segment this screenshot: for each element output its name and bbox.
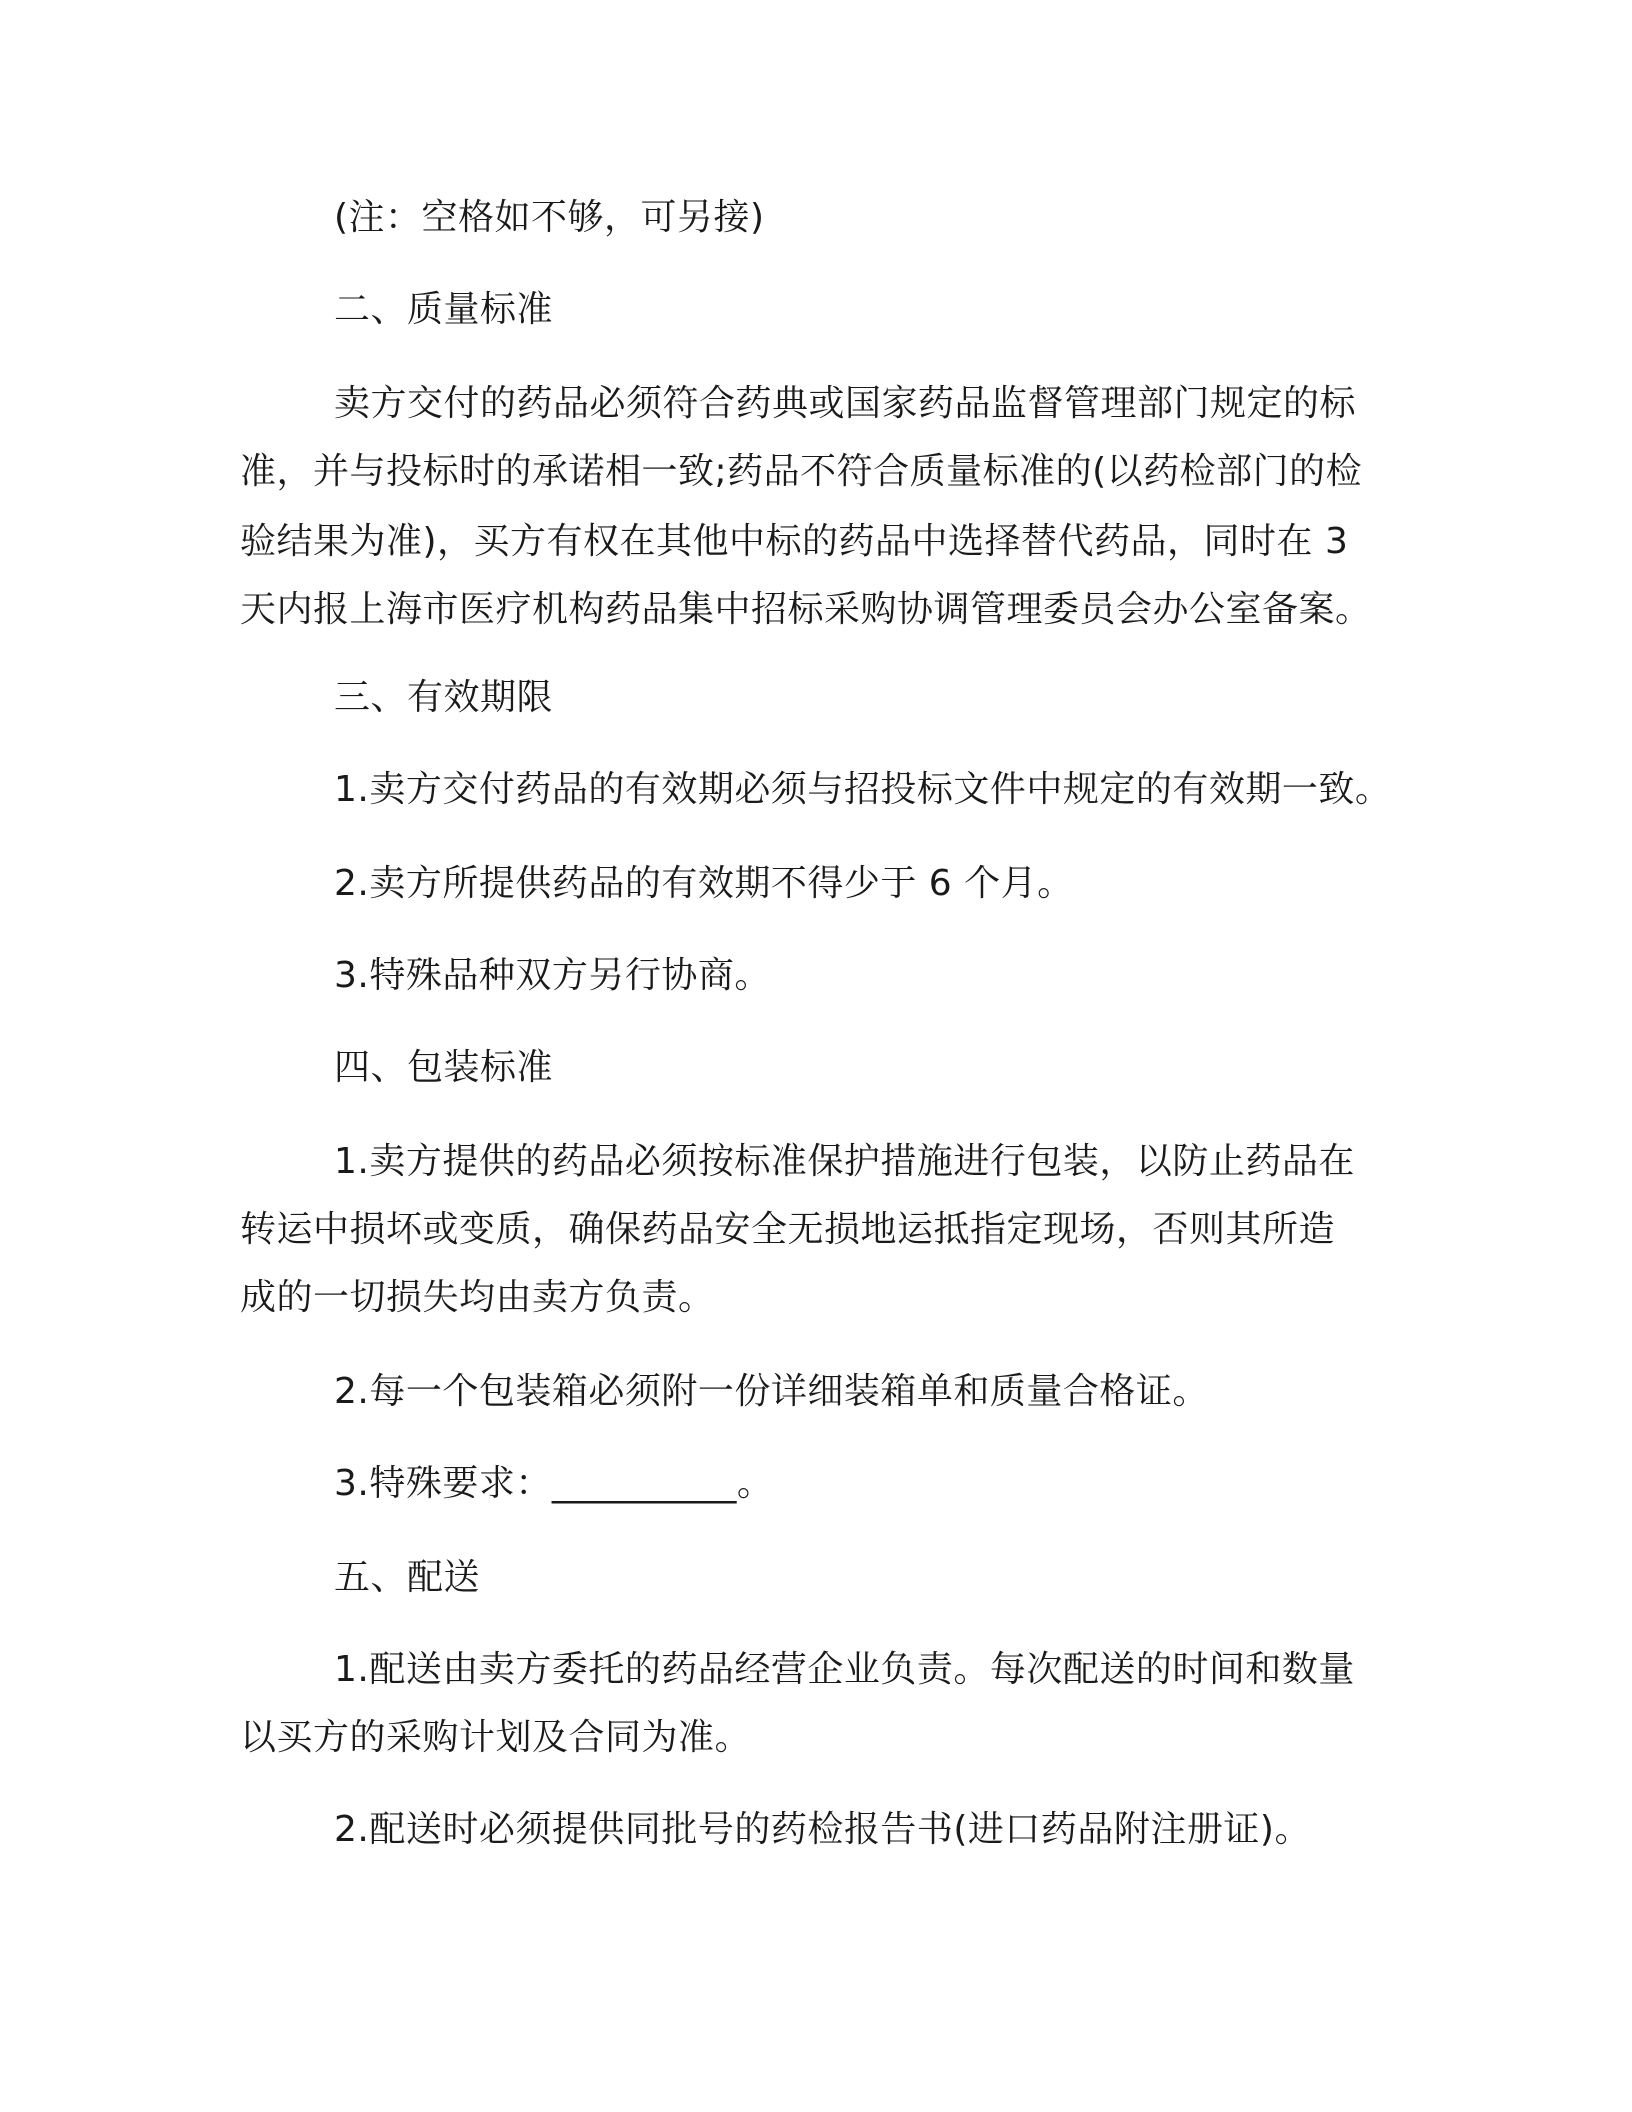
section-heading-quality: 二、质量标准	[334, 289, 554, 330]
note-line: (注：空格如不够，可另接)	[334, 197, 765, 238]
packaging-item1-line: 成的一切损失均由卖方负责。	[240, 1277, 715, 1318]
quality-paragraph-line: 验结果为准)，买方有权在其他中标的药品中选择替代药品，同时在 3	[240, 521, 1349, 562]
packaging-item3: 3.特殊要求：__________。	[334, 1463, 774, 1504]
quality-paragraph-line: 卖方交付的药品必须符合药典或国家药品监督管理部门规定的标	[334, 383, 1357, 424]
quality-paragraph-line: 天内报上海市医疗机构药品集中招标采购协调管理委员会办公室备案。	[240, 589, 1372, 630]
delivery-item1-line: 1.配送由卖方委托的药品经营企业负责。每次配送的时间和数量	[334, 1649, 1355, 1690]
validity-item: 3.特殊品种双方另行协商。	[334, 955, 771, 996]
validity-item: 1.卖方交付药品的有效期必须与招投标文件中规定的有效期一致。	[334, 769, 1392, 810]
delivery-item2: 2.配送时必须提供同批号的药检报告书(进口药品附注册证)。	[334, 1809, 1311, 1850]
quality-paragraph-line: 准，并与投标时的承诺相一致;药品不符合质量标准的(以药检部门的检	[240, 451, 1363, 492]
packaging-item1-line: 1.卖方提供的药品必须按标准保护措施进行包装，以防止药品在	[334, 1141, 1355, 1182]
validity-item: 2.卖方所提供药品的有效期不得少于 6 个月。	[334, 863, 1074, 904]
section-heading-delivery: 五、配送	[334, 1557, 481, 1598]
packaging-item1-line: 转运中损坏或变质，确保药品安全无损地运抵指定现场，否则其所造	[240, 1209, 1336, 1250]
delivery-item1-line: 以买方的采购计划及合同为准。	[240, 1717, 752, 1758]
packaging-item2: 2.每一个包装箱必须附一份详细装箱单和质量合格证。	[334, 1371, 1209, 1412]
section-heading-validity: 三、有效期限	[334, 677, 554, 718]
section-heading-packaging: 四、包装标准	[334, 1047, 554, 1088]
